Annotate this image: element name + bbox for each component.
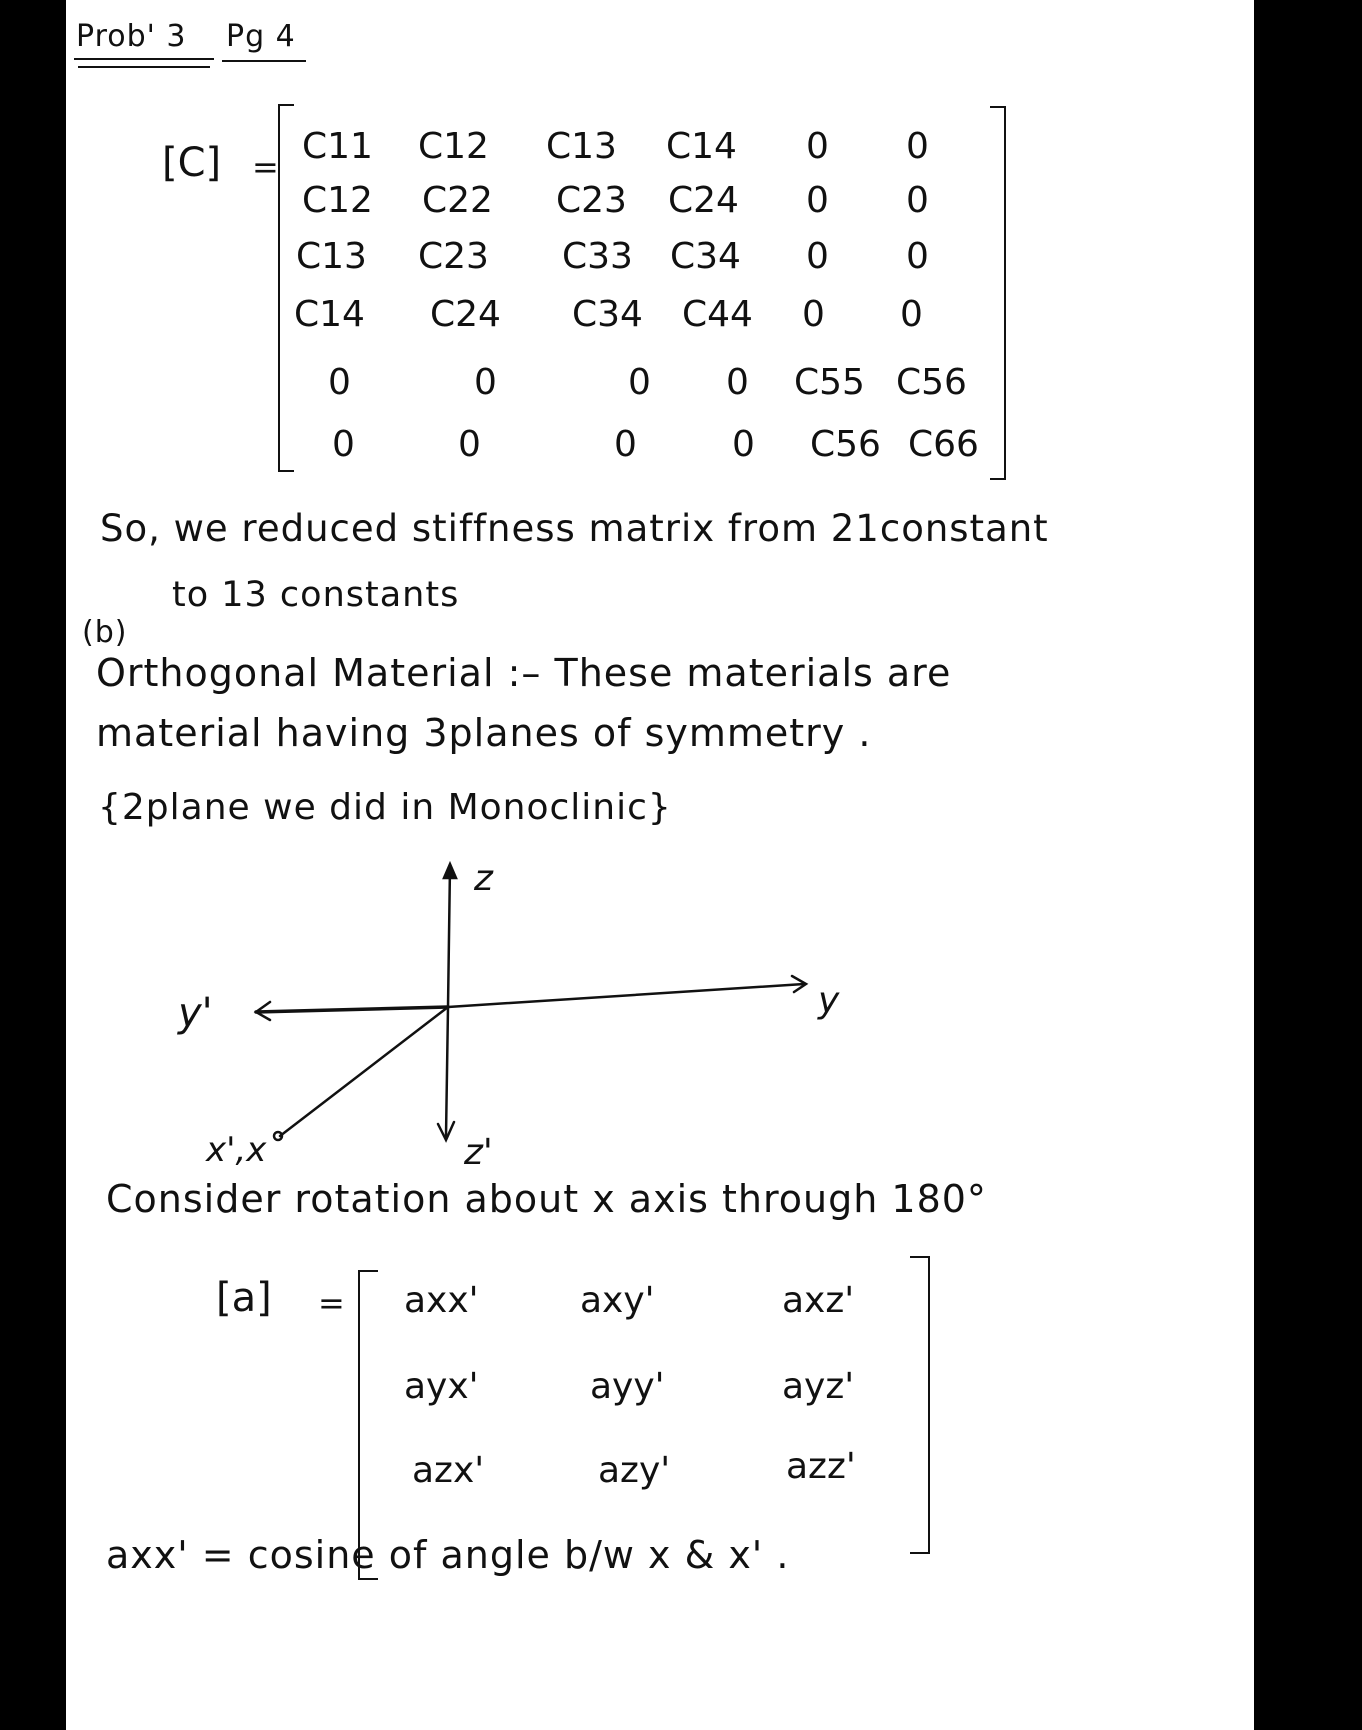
problem-title: Prob' 3 [76, 19, 187, 54]
c-cell: 0 [802, 294, 825, 335]
text-line-rotation-statement: Consider rotation about x axis through 180° [106, 1177, 987, 1221]
c-cell: 0 [628, 362, 651, 403]
a-cell: ayy' [590, 1366, 665, 1407]
c-cell: 0 [900, 294, 923, 335]
text-line-three-planes: material having 3planes of symmetry . [96, 711, 872, 755]
c-cell: C12 [418, 126, 489, 167]
part-label-b: (b) [82, 615, 128, 650]
c-cell: C12 [302, 180, 373, 221]
direction-cosine-matrix-equals: = [318, 1284, 345, 1322]
a-cell: azz' [786, 1446, 856, 1487]
c-cell: 0 [806, 126, 829, 167]
c-cell: C33 [562, 236, 633, 277]
z-prime-axis-line [446, 1007, 448, 1136]
text-line-13-constants: to 13 constants [172, 575, 460, 615]
c-cell: C22 [422, 180, 493, 221]
c-cell: 0 [906, 180, 929, 221]
y-prime-axis-line [256, 1007, 448, 1012]
c-cell: C56 [810, 424, 881, 465]
a-cell: ayz' [782, 1366, 855, 1407]
c-cell: 0 [332, 424, 355, 465]
a-cell: axz' [782, 1280, 855, 1321]
a-cell: azy' [598, 1450, 671, 1491]
c-cell: C44 [682, 294, 753, 335]
c-cell: C34 [572, 294, 643, 335]
c-cell: 0 [906, 126, 929, 167]
c-cell: C11 [302, 126, 373, 167]
a-cell: azx' [412, 1450, 485, 1491]
z-axis-label: z [474, 858, 493, 899]
c-cell: C34 [670, 236, 741, 277]
text-line-monoclinic-note: {2plane we did in Monoclinic} [98, 787, 672, 828]
c-cell: 0 [328, 362, 351, 403]
c-cell: C23 [418, 236, 489, 277]
y-axis-line [448, 984, 804, 1007]
c-cell: C24 [430, 294, 501, 335]
z-axis-line [448, 866, 450, 1007]
z-arrow-icon [444, 864, 456, 878]
c-cell: C13 [546, 126, 617, 167]
notebook-page [66, 0, 1254, 1730]
c-cell: C13 [296, 236, 367, 277]
c-cell: 0 [806, 236, 829, 277]
stiffness-matrix-label: [C] [162, 140, 222, 186]
direction-cosine-matrix-label: [a] [216, 1275, 272, 1321]
c-cell: 0 [732, 424, 755, 465]
c-cell: C23 [556, 180, 627, 221]
y-prime-axis-label: y' [178, 990, 213, 1036]
text-line-orthogonal-material: Orthogonal Material :– These materials are [96, 651, 952, 695]
c-cell: C55 [794, 362, 865, 403]
direction-cosine-matrix-right-bracket [910, 1256, 930, 1554]
c-cell: C24 [668, 180, 739, 221]
c-cell: 0 [614, 424, 637, 465]
c-cell: 0 [906, 236, 929, 277]
text-line-reduced-stiffness: So, we reduced stiffness matrix from 21constant [100, 507, 1049, 550]
text-line-cosine-definition: axx' = cosine of angle b/w x & x' . [106, 1533, 790, 1577]
c-cell: 0 [806, 180, 829, 221]
c-cell: C56 [896, 362, 967, 403]
y-axis-label: y [818, 980, 840, 1021]
c-cell: 0 [458, 424, 481, 465]
a-cell: axx' [404, 1280, 479, 1321]
c-cell: C14 [294, 294, 365, 335]
a-cell: ayx' [404, 1366, 479, 1407]
c-cell: C66 [908, 424, 979, 465]
x-axis-line [280, 1007, 448, 1136]
z-prime-axis-label: z' [464, 1132, 493, 1173]
x-arrow-icon [274, 1132, 282, 1140]
c-cell: 0 [726, 362, 749, 403]
c-cell: 0 [474, 362, 497, 403]
a-cell: axy' [580, 1280, 655, 1321]
x-prime-x-axis-label: x',x [206, 1130, 267, 1170]
stiffness-matrix-equals: = [252, 148, 279, 186]
c-cell: C14 [666, 126, 737, 167]
page-number: Pg 4 [226, 19, 296, 54]
